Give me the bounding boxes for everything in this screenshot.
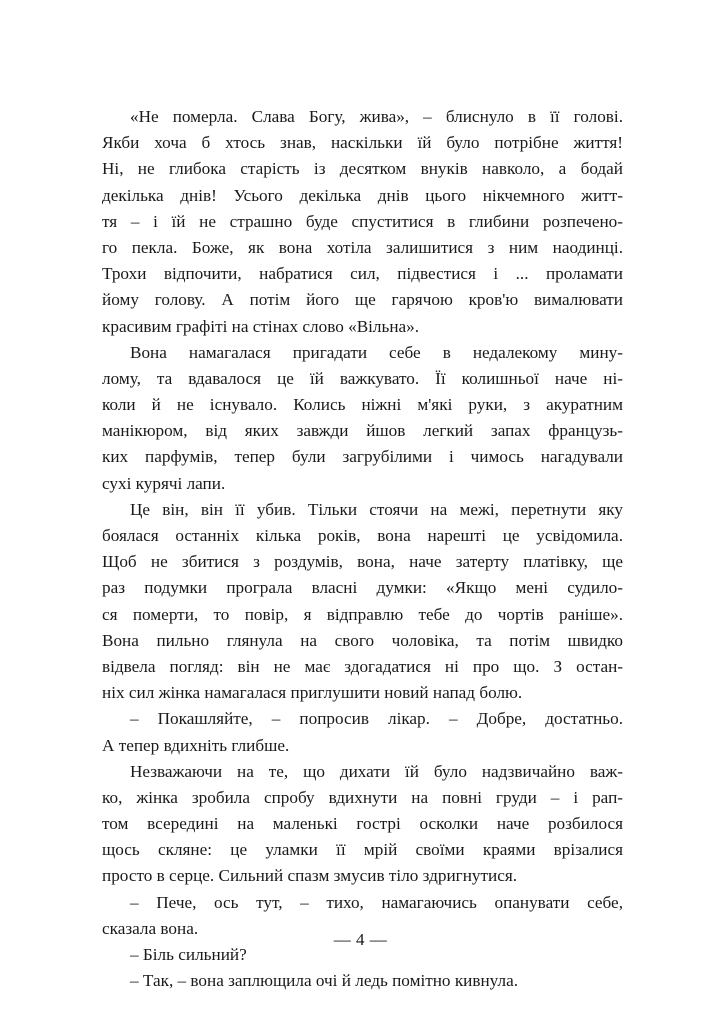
text-line: щось скляне: це уламки її мрій своїми краями врізалися <box>102 840 623 860</box>
text-line: Ні, не глибока старість із десятком внуків навколо, а бодай <box>102 159 623 179</box>
text-line: Це він, він її убив. Тільки стоячи на межі, перетнути яку <box>130 499 623 519</box>
text-line: сказала вона. <box>102 918 199 938</box>
text-line: Вона намагалася пригадати себе в недалекому мину- <box>130 342 623 362</box>
text-line: – Пече, ось тут, – тихо, намагаючись опанувати себе, <box>130 892 623 912</box>
text-line: тя – і їй не страшно буде спуститися в глибини розпечено- <box>102 211 623 231</box>
text-line: ких парфумів, тепер були загрубілими і чимось нагадували <box>102 447 623 467</box>
text-line: боялася останніх кілька років, вона нарешті це усвідомила. <box>102 526 623 545</box>
text-line: йому голову. А потім його ще гарячою кров'ю вималювати <box>102 290 623 310</box>
text-line: Щоб не збитися з роздумів, вона, наче затерту платівку, ще <box>102 552 623 572</box>
text-line: ся померти, то повір, я відправлю тебе до чортів раніше». <box>102 604 623 624</box>
text-line: сухі курячі лапи. <box>102 473 226 493</box>
text-line: Якби хоча б хтось знав, наскільки їй було потрібне життя! <box>102 133 623 153</box>
text-line: Трохи відпочити, набратися сил, підвестися і ... проламати <box>102 264 623 284</box>
text-line: манікюром, від яких завжди йшов легкий запах французь- <box>102 421 623 441</box>
text-line: лому, та вдавалося це їй важкувато. Її колишньої наче ні- <box>102 368 623 388</box>
text-line: Незважаючи на те, що дихати їй було надзвичайно важ- <box>130 761 623 781</box>
text-line: ко, жінка зробила спробу вдихнути на повні груди – і рап- <box>102 787 623 807</box>
text-line: том всередині на маленькі гострі осколки наче розбилося <box>102 814 623 834</box>
text-line: го пекла. Боже, як вона хотіла залишитися з ним наодинці. <box>102 237 623 257</box>
text-line: – Покашляйте, – попросив лікар. – Добре, достатньо. <box>130 709 623 729</box>
text-line: А тепер вдихніть глибше. <box>102 735 290 755</box>
text-line: – Так, – вона заплющила очі й ледь помітно кивнула. <box>130 971 519 991</box>
text-line: коли й не існувало. Колись ніжні м'які руки, з акуратним <box>102 395 623 415</box>
text-line: раз подумки програла власні думки: «Якщо мені судило- <box>102 578 623 598</box>
page-number: — 4 — <box>333 930 388 949</box>
body-text <box>102 104 623 994</box>
text-line: відвела погляд: він не має здогадатися ні про що. З остан- <box>102 656 623 676</box>
text-line: красивим графіті на стінах слово «Вільна». <box>102 316 420 336</box>
text-line: Вона пильно глянула на свого чоловіка, та потім швидко <box>102 630 623 650</box>
text-line: ніх сил жінка намагалася приглушити новий напад болю. <box>102 683 523 703</box>
text-line: – Біль сильний? <box>130 945 247 964</box>
text-line: просто в серце. Сильний спазм змусив тіло здригнутися. <box>102 866 518 886</box>
text-line: декілька днів! Усього декілька днів цього нікчемного житт- <box>102 185 623 205</box>
text-line: «Не померла. Слава Богу, жива», – блиснуло в її голові. <box>130 107 623 126</box>
